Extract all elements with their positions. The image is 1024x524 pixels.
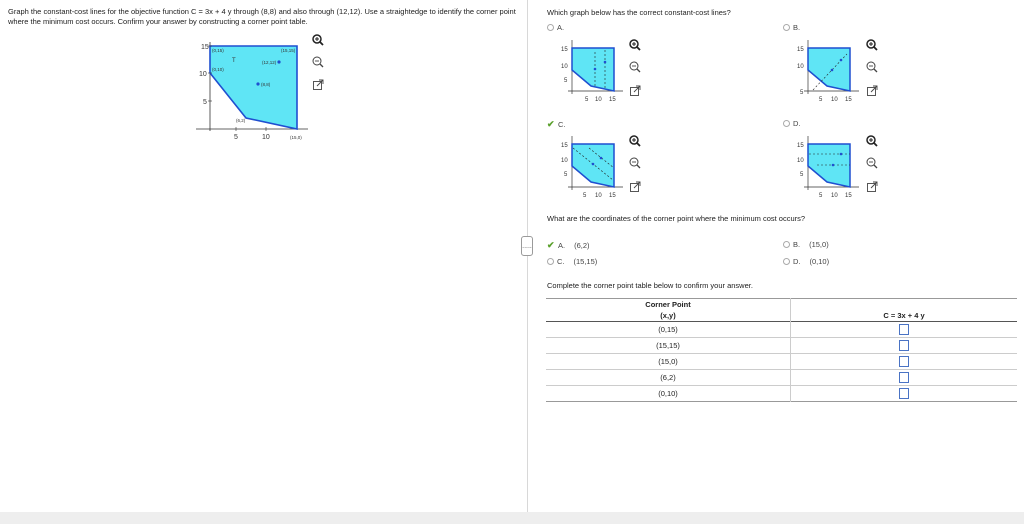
graph-c-x-10: 10 — [595, 193, 602, 199]
zoom-out-icon[interactable] — [627, 155, 643, 171]
option-b-graph[interactable]: B. — [783, 23, 800, 32]
open-new-window-icon[interactable] — [864, 83, 880, 99]
graph-a-x-10: 10 — [595, 97, 602, 103]
option-c-coordinate[interactable]: C. (15,15) — [547, 257, 597, 266]
divider-drag-handle[interactable]: ..... — [521, 236, 533, 256]
graph-c-y-15: 15 — [561, 143, 568, 149]
radio-b[interactable] — [783, 241, 790, 248]
bottom-bar — [0, 512, 1024, 524]
graph-d-x-5: 5 — [819, 193, 823, 199]
zoom-out-icon[interactable] — [864, 59, 880, 75]
question-2-text: What are the coordinates of the corner point where the minimum cost occurs? — [547, 214, 806, 223]
radio-a[interactable] — [547, 24, 554, 31]
table-row-point: (15,0) — [546, 354, 791, 370]
graph-a — [559, 38, 625, 104]
graph-a-y-10: 10 — [561, 64, 568, 70]
corner-point-table — [546, 298, 1017, 402]
cost-input-0[interactable] — [899, 324, 909, 335]
point-label-8-8: (8,8) — [261, 82, 271, 87]
graph-d-x-15: 15 — [845, 193, 852, 199]
graph-b — [795, 38, 861, 104]
y-tick-10: 10 — [199, 71, 207, 78]
point-label-6-2: (6,2) — [236, 118, 246, 123]
graph-c — [559, 134, 625, 200]
zoom-out-icon[interactable] — [864, 155, 880, 171]
zoom-in-icon[interactable] — [864, 37, 880, 53]
point-label-15-0: (15,0) — [290, 135, 302, 140]
question-3-text: Complete the corner point table below to confirm your answer. — [547, 281, 753, 290]
x-tick-5: 5 — [234, 134, 238, 141]
graph-b-x-10: 10 — [831, 97, 838, 103]
graph-a-x-5: 5 — [585, 97, 589, 103]
problem-prompt: Graph the constant-cost lines for the objective function C = 3x + 4 y through (8,8) and also through (12,12). Use a straightedge to identify the corner point where the minimum cost occurs. Confirm your answer by constructing a corner point table. — [8, 7, 516, 26]
graph-c-y-10: 10 — [561, 158, 568, 164]
open-new-window-icon[interactable] — [627, 179, 643, 195]
graph-a-x-15: 15 — [609, 97, 616, 103]
checkmark-icon: ✔ — [547, 240, 555, 250]
zoom-out-icon[interactable] — [627, 59, 643, 75]
x-tick-10: 10 — [262, 134, 270, 141]
open-new-window-icon[interactable] — [627, 83, 643, 99]
header-cost: C = 3x + 4 y — [883, 311, 925, 320]
zoom-in-icon[interactable] — [310, 32, 326, 48]
graph-a-y-15: 15 — [561, 47, 568, 53]
cost-input-1[interactable] — [899, 340, 909, 351]
table-row-point: (15,15) — [546, 338, 791, 354]
radio-c[interactable] — [547, 258, 554, 265]
graph-b-x-5: 5 — [819, 97, 823, 103]
graph-a-y-5: 5 — [564, 78, 568, 84]
y-tick-15: 15 — [201, 44, 209, 51]
point-label-0-10: (0,10) — [212, 67, 224, 72]
option-b-coordinate[interactable]: B. (15,0) — [783, 240, 829, 249]
graph-d-y-10: 10 — [797, 158, 804, 164]
checkmark-icon: ✔ — [547, 119, 555, 129]
y-tick-5: 5 — [203, 99, 207, 106]
graph-c-x-15: 15 — [609, 193, 616, 199]
radio-b[interactable] — [783, 24, 790, 31]
point-label-0-15: (0,15) — [212, 48, 224, 53]
option-d-coordinate[interactable]: D. (0,10) — [783, 257, 829, 266]
option-a-coordinate[interactable]: ✔ A. (6,2) — [547, 240, 590, 250]
cost-input-2[interactable] — [899, 356, 909, 367]
graph-c-y-5: 5 — [564, 172, 568, 178]
zoom-in-icon[interactable] — [864, 133, 880, 149]
option-d-graph[interactable]: D. — [783, 119, 801, 128]
radio-d[interactable] — [783, 120, 790, 127]
point-label-15-15: (15,15) — [281, 48, 296, 53]
graph-b-y-10: 10 — [797, 64, 804, 70]
question-1-text: Which graph below has the correct constant-cost lines? — [547, 8, 731, 17]
zoom-in-icon[interactable] — [627, 133, 643, 149]
graph-d-y-15: 15 — [797, 143, 804, 149]
graph-b-x-15: 15 — [845, 97, 852, 103]
option-c-graph[interactable]: ✔ C. — [547, 119, 566, 129]
header-corner-point: Corner Point — [546, 299, 791, 311]
t-label: T — [232, 58, 236, 64]
zoom-out-icon[interactable] — [310, 54, 326, 70]
zoom-in-icon[interactable] — [627, 37, 643, 53]
open-new-window-icon[interactable] — [310, 77, 326, 93]
open-new-window-icon[interactable] — [864, 179, 880, 195]
graph-c-x-5: 5 — [583, 193, 587, 199]
graph-b-y-5: 5 — [800, 90, 804, 96]
cost-input-4[interactable] — [899, 388, 909, 399]
panel-divider — [527, 0, 528, 512]
table-row-point: (0,10) — [546, 386, 791, 402]
graph-d — [795, 134, 861, 200]
table-row-point: (6,2) — [546, 370, 791, 386]
option-a-graph[interactable]: A. — [547, 23, 564, 32]
table-row-point: (0,15) — [546, 322, 791, 338]
graph-d-x-10: 10 — [831, 193, 838, 199]
radio-d[interactable] — [783, 258, 790, 265]
graph-b-y-15: 15 — [797, 47, 804, 53]
graph-d-y-5: 5 — [800, 172, 804, 178]
cost-input-3[interactable] — [899, 372, 909, 383]
main-graph — [196, 38, 314, 146]
header-xy: (x,y) — [546, 310, 791, 322]
point-label-12-12: (12,12) — [262, 60, 277, 65]
